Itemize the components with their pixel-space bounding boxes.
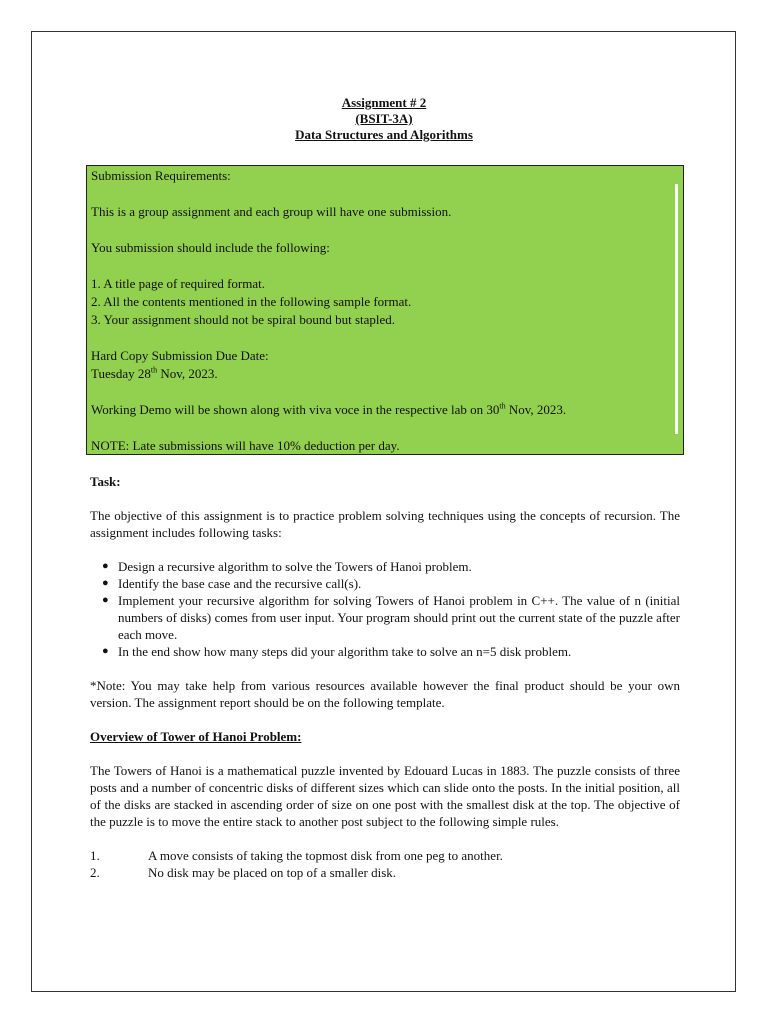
document-body [90, 473, 680, 881]
requirement-item: 3. Your assignment should not be spiral bound but stapled. [91, 312, 396, 327]
bullet-icon: ● [102, 645, 109, 657]
list-item [102, 592, 680, 643]
list-item [102, 575, 680, 592]
assignment-title: Assignment # 2 [341, 95, 427, 110]
late-submission-note: NOTE: Late submissions will have 10% deduction per day. [91, 438, 400, 453]
list-item-text: Design a recursive algorithm to solve the Towers of Hanoi problem. [118, 559, 472, 574]
rule-item [90, 864, 680, 881]
demo-month-year: Nov, 2023. [505, 402, 567, 417]
requirement-item: 2. All the contents mentioned in the following sample format. [91, 294, 412, 309]
requirements-title: Submission Requirements: [91, 168, 231, 183]
task-heading: Task: [90, 474, 121, 489]
list-item [102, 558, 680, 575]
objective-paragraph: The objective of this assignment is to practice problem solving techniques using the concepts of recursion. The assignment includes following tasks: [90, 508, 680, 540]
rule-number: 2. [90, 865, 100, 880]
demo-day-suffix: th [499, 401, 506, 411]
rule-number: 1. [90, 848, 100, 863]
due-day: Tuesday 28 [91, 366, 151, 381]
requirement-item: 1. A title page of required format. [91, 276, 266, 291]
bullet-icon: ● [102, 560, 109, 572]
document-header [0, 95, 768, 143]
demo-text: Working Demo will be shown along with viva voce in the respective lab on 30 [91, 402, 500, 417]
bullet-icon: ● [102, 594, 109, 606]
due-date [91, 365, 679, 383]
rule-item [90, 847, 680, 864]
due-month-year: Nov, 2023. [157, 366, 218, 381]
list-item [102, 643, 680, 660]
course-title: Data Structures and Algorithms [295, 127, 473, 142]
rules-list [90, 847, 680, 881]
bullet-icon: ● [102, 577, 109, 589]
group-note: This is a group assignment and each group will have one submission. [91, 204, 452, 219]
demo-note [91, 401, 679, 419]
list-item-text: Implement your recursive algorithm for solving Towers of Hanoi problem in C++. The value of n (initial numbers of disks) comes from user input. Your program should print out the current state of the puzzle after each move. [118, 593, 680, 642]
note-paragraph: *Note: You may take help from various resources available however the final product should be your own version. The assignment report should be on the following template. [90, 678, 680, 710]
rule-text: No disk may be placed on top of a smaller disk. [148, 865, 397, 880]
rule-text: A move consists of taking the topmost disk from one peg to another. [148, 848, 503, 863]
box-highlight-strip [675, 184, 678, 434]
submission-requirements-box [86, 165, 684, 455]
include-intro: You submission should include the following: [91, 240, 330, 255]
task-list [90, 558, 680, 660]
list-item-text: In the end show how many steps did your algorithm take to solve an n=5 disk problem. [118, 644, 572, 659]
due-day-suffix: th [150, 365, 158, 375]
list-item-text: Identify the base case and the recursive call(s). [118, 576, 362, 591]
overview-paragraph: The Towers of Hanoi is a mathematical puzzle invented by Edouard Lucas in 1883. The puzzle consists of three posts and a number of concentric disks of different sizes which can slide onto the posts. In the initial position, all of the disks are stacked in ascending order of size on one post with the smallest disk at the top. The objective of the puzzle is to move the entire stack to another post subject to the following simple rules. [90, 763, 680, 829]
class-section: (BSIT-3A) [355, 111, 413, 126]
overview-heading: Overview of Tower of Hanoi Problem: [90, 729, 302, 744]
due-date-label: Hard Copy Submission Due Date: [91, 348, 269, 363]
